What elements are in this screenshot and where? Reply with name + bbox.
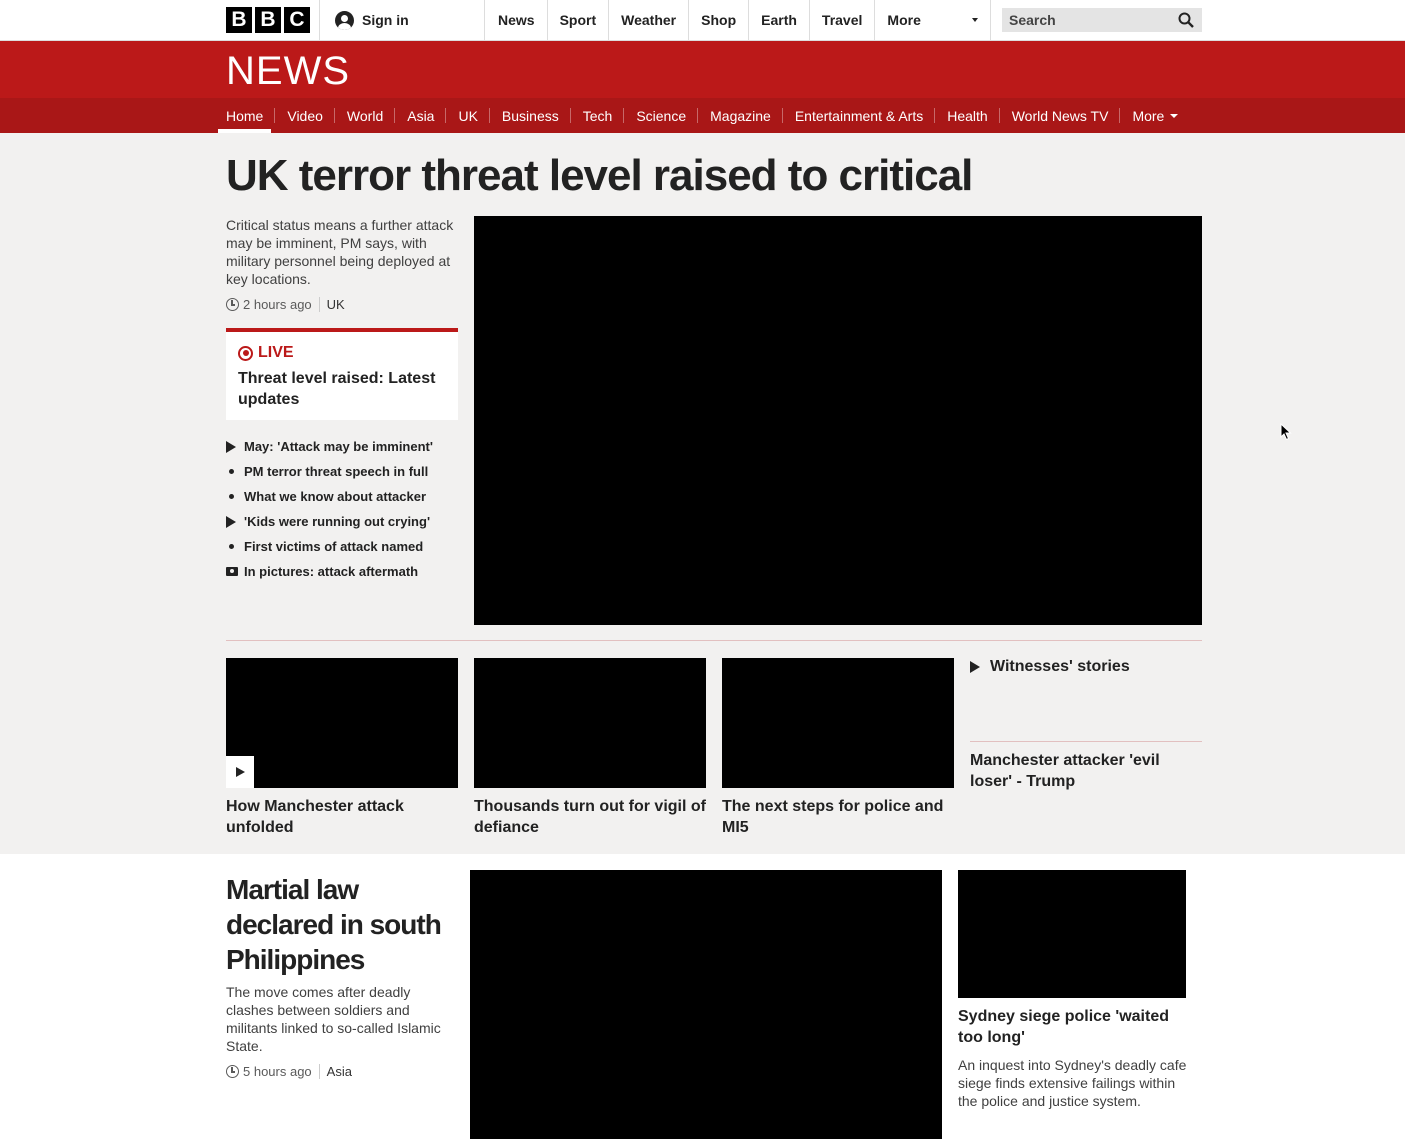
- play-button[interactable]: [226, 756, 254, 788]
- tab-uk[interactable]: UK: [446, 98, 489, 133]
- card-title-2[interactable]: Thousands turn out for vigil of defiance: [474, 798, 706, 836]
- logo-letter-b1: B: [226, 7, 252, 33]
- search-input[interactable]: [1002, 8, 1202, 32]
- tab-science[interactable]: Science: [624, 98, 698, 133]
- top-nav-travel[interactable]: Travel: [810, 0, 875, 40]
- play-icon: [226, 516, 236, 528]
- tab-world[interactable]: World: [335, 98, 395, 133]
- tab-more[interactable]: [1120, 98, 1190, 133]
- related-link-text: PM terror threat speech in full: [244, 464, 429, 479]
- tab-business[interactable]: Business: [490, 98, 571, 133]
- lead-section-link[interactable]: UK: [319, 297, 345, 312]
- tab-video[interactable]: Video: [275, 98, 335, 133]
- bullet-icon: [229, 494, 234, 499]
- related-links: [226, 434, 433, 584]
- mouse-cursor-icon: [1280, 423, 1292, 441]
- tab-entertainment-arts[interactable]: Entertainment & Arts: [783, 98, 935, 133]
- tab-tech[interactable]: Tech: [571, 98, 625, 133]
- second-summary: The move comes after deadly clashes between soldiers and militants linked to so-called Islamic State.: [226, 984, 441, 1054]
- third-image[interactable]: [958, 870, 1186, 998]
- related-link[interactable]: [226, 534, 433, 559]
- top-nav-more[interactable]: [875, 0, 991, 40]
- top-nav-weather[interactable]: Weather: [609, 0, 689, 40]
- top-nav-more-label: More: [887, 12, 921, 28]
- tab-asia[interactable]: Asia: [395, 98, 446, 133]
- live-label: LIVE: [258, 344, 294, 361]
- lead-summary: Critical status means a further attack may be imminent, PM says, with military personnel being deployed at key locations.: [226, 217, 454, 287]
- second-video[interactable]: [470, 870, 942, 1139]
- live-headline[interactable]: Threat level raised: Latest updates: [238, 370, 436, 408]
- clock-icon: [226, 298, 239, 311]
- lead-meta: [226, 297, 345, 312]
- play-icon: [970, 661, 980, 673]
- camera-icon: [226, 567, 238, 576]
- chevron-down-icon: [1170, 114, 1178, 118]
- top-nav-sport[interactable]: Sport: [548, 0, 610, 40]
- witness-stories-label: Witnesses' stories: [990, 658, 1130, 675]
- top-bar: [0, 0, 1405, 41]
- bullet-icon: [229, 469, 234, 474]
- play-icon: [236, 767, 245, 777]
- bullet-icon: [229, 544, 234, 549]
- play-icon: [226, 441, 236, 453]
- top-nav-news[interactable]: News: [486, 0, 548, 40]
- related-link-text: May: 'Attack may be imminent': [244, 439, 433, 454]
- third-headline[interactable]: Sydney siege police 'waited too long': [958, 1008, 1169, 1046]
- top-nav-earth[interactable]: Earth: [749, 0, 810, 40]
- live-icon: [238, 346, 253, 361]
- card-title-3[interactable]: The next steps for police and MI5: [722, 798, 944, 836]
- sign-in-button[interactable]: [319, 0, 485, 40]
- second-headline[interactable]: Martial law declared in south Philippines: [226, 874, 441, 975]
- related-link[interactable]: [226, 559, 433, 584]
- top-nav-shop[interactable]: Shop: [689, 0, 749, 40]
- related-link-text: 'Kids were running out crying': [244, 514, 431, 529]
- lead-time: 2 hours ago: [243, 297, 312, 312]
- section-nav: [0, 98, 1405, 133]
- related-link[interactable]: [226, 459, 433, 484]
- sign-in-label: Sign in: [362, 12, 409, 28]
- related-link-text: What we know about attacker: [244, 489, 427, 504]
- clock-icon: [226, 1065, 239, 1078]
- news-banner: [0, 41, 1405, 98]
- related-link[interactable]: [226, 484, 433, 509]
- witness-stories-link[interactable]: [970, 658, 1130, 676]
- lead-video[interactable]: [474, 216, 1202, 625]
- bbc-logo[interactable]: [226, 7, 310, 33]
- card-title-1[interactable]: How Manchester attack unfolded: [226, 798, 404, 836]
- tab-more-label: More: [1132, 107, 1165, 124]
- side-story-title[interactable]: Manchester attacker 'evil loser' - Trump: [970, 752, 1160, 790]
- card-image-2[interactable]: [474, 658, 706, 788]
- news-logo[interactable]: NEWS: [226, 49, 350, 93]
- side-divider: [970, 741, 1202, 742]
- second-meta: [226, 1064, 352, 1079]
- second-time: 5 hours ago: [243, 1064, 312, 1079]
- tab-magazine[interactable]: Magazine: [698, 98, 783, 133]
- lead-headline[interactable]: UK terror threat level raised to critical: [226, 151, 973, 200]
- chevron-down-icon: [972, 18, 978, 22]
- user-icon: [335, 11, 354, 30]
- section-divider: [226, 640, 1202, 641]
- logo-letter-b2: B: [255, 7, 281, 33]
- third-summary: An inquest into Sydney's deadly cafe siege finds extensive failings within the police and justice system.: [958, 1057, 1187, 1109]
- tab-home[interactable]: Home: [226, 98, 275, 133]
- related-link[interactable]: [226, 434, 433, 459]
- tab-health[interactable]: Health: [935, 98, 999, 133]
- search-placeholder: Search: [1009, 12, 1056, 28]
- card-image-3[interactable]: [722, 658, 954, 788]
- card-image-1[interactable]: [226, 658, 458, 788]
- logo-letter-c: C: [284, 7, 310, 33]
- live-badge: [238, 344, 446, 362]
- search-icon[interactable]: [1178, 12, 1194, 28]
- tab-world-news-tv[interactable]: World News TV: [1000, 98, 1121, 133]
- related-link-text: In pictures: attack aftermath: [244, 564, 419, 579]
- related-link-text: First victims of attack named: [244, 539, 424, 554]
- second-section-link[interactable]: Asia: [319, 1064, 352, 1079]
- live-updates-box[interactable]: [226, 328, 458, 420]
- top-nav: [486, 0, 991, 40]
- related-link[interactable]: [226, 509, 433, 534]
